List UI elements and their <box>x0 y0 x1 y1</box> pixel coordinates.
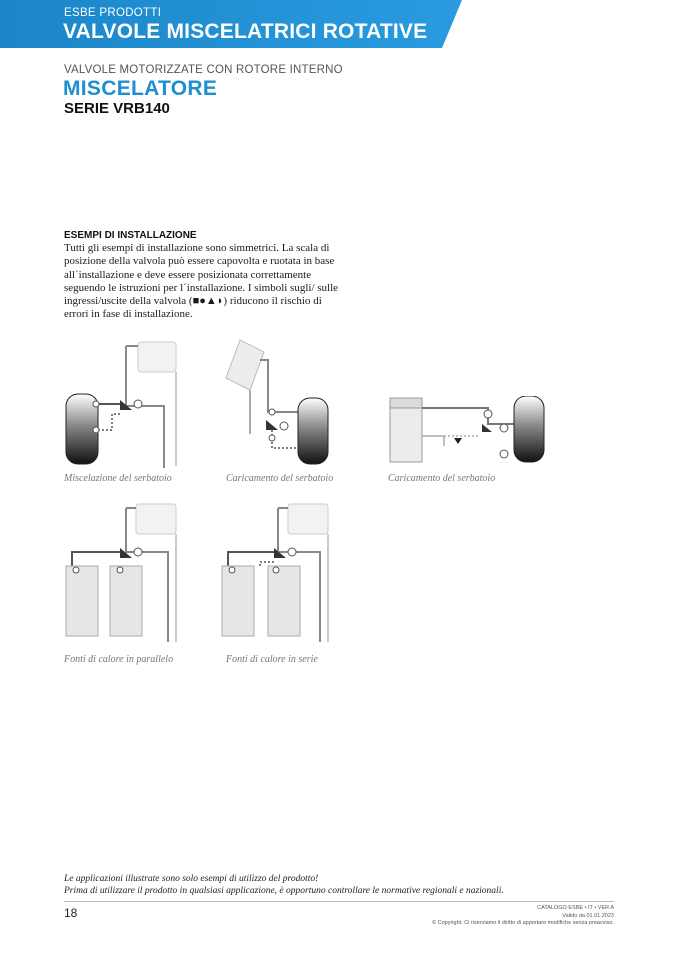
mixing-valve <box>266 420 278 430</box>
banner-supertitle: ESBE PRODOTTI <box>64 7 162 19</box>
diagram-heat-sources-series <box>220 500 332 650</box>
footer-catalog: CATALOGO ESBE • IT • VER A <box>537 905 614 911</box>
storage-tank <box>298 398 328 464</box>
installation-text: Tutti gli esempi di installazione sono simmetrici. La scala di posizione della valvola può essere capovolta e ruotata in base all´installazione e deve essere posizionata correttamente seguendo le istruzioni per l´installazione. I simboli sugli/ sulle ingressi/uscite della valvola (■●▲◗) riducono il rischio di errori in fase di installazione. <box>64 242 339 321</box>
mixing-valve <box>482 424 492 432</box>
header-banner <box>0 0 462 48</box>
heat-source-1 <box>66 566 98 636</box>
solar-collector <box>226 340 264 390</box>
caption-3: Caricamento del serbatoio <box>388 473 496 484</box>
radiator <box>136 504 176 534</box>
caption-1: Miscelazione del serbatoio <box>64 473 172 484</box>
heat-source-1 <box>222 566 254 636</box>
product-subtitle: VALVOLE MOTORIZZATE CON ROTORE INTERNO <box>64 64 343 76</box>
footer-copyright: © Copyright. Ci riserviamo il diritto di apportare modifiche senza preavviso. <box>432 920 614 926</box>
heat-source-2 <box>110 566 142 636</box>
radiator <box>288 504 328 534</box>
diagram-heat-sources-parallel <box>64 500 184 650</box>
product-name: MISCELATORE <box>63 77 218 100</box>
footer-info <box>374 905 614 928</box>
usage-note <box>64 873 624 897</box>
page-number: 18 <box>64 906 78 920</box>
footer-divider <box>64 901 614 902</box>
storage-tank <box>514 396 544 462</box>
pump <box>454 438 462 444</box>
heat-source-2 <box>268 566 300 636</box>
caption-5: Fonti di calore in serie <box>226 654 318 665</box>
footer-validity: Valido da 01.01.2023 <box>562 912 614 919</box>
diagram-tank-mixing <box>64 338 184 468</box>
usage-note-line-1: Le applicazioni illustrate sono solo esempi di utilizzo del prodotto! <box>64 874 319 884</box>
product-series: SERIE VRB140 <box>64 100 170 117</box>
diagram-tank-loading-solar <box>220 338 332 468</box>
sensor <box>134 400 142 408</box>
caption-4: Fonti di calore in parallelo <box>64 654 174 665</box>
caption-2: Caricamento del serbatoio <box>226 473 334 484</box>
diagram-tank-loading-boiler <box>388 396 548 468</box>
banner-title: VALVOLE MISCELATRICI ROTATIVE <box>63 20 428 43</box>
usage-note-line-2: Prima di utilizzare il prodotto in qualsiasi applicazione, è opportuno controllare le normative regionali e nazionali. <box>64 886 504 896</box>
radiator <box>138 342 176 372</box>
section-heading: ESEMPI DI INSTALLAZIONE <box>64 230 197 241</box>
